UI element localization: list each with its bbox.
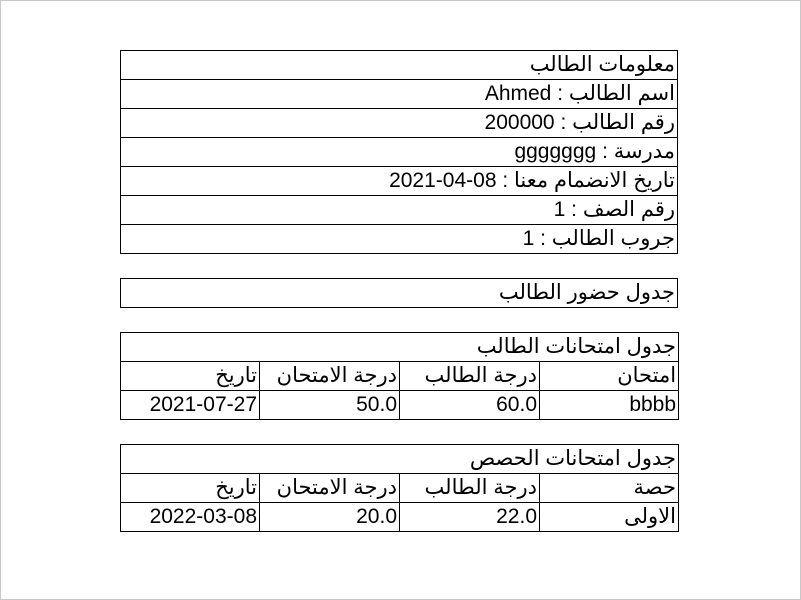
class-exams-title: جدول امتحانات الحصص xyxy=(121,445,679,474)
exam-max-grade-cell: 50.0 xyxy=(260,391,400,420)
student-group-value: 1 xyxy=(522,227,535,250)
table-row xyxy=(121,503,679,532)
student-info-table xyxy=(120,50,678,254)
class-number-label: رقم الصف : xyxy=(571,198,675,221)
school-label: مدرسة : xyxy=(602,140,675,163)
class-number-row xyxy=(121,196,678,225)
student-group-row xyxy=(121,225,678,254)
student-name-label: اسم الطالب : xyxy=(557,82,675,105)
student-name-value: Ahmed xyxy=(484,82,552,105)
school-value: ggggggg xyxy=(514,140,597,163)
join-date-label: تاريخ الانضمام معنا : xyxy=(502,169,675,192)
student-info-title: معلومات الطالب xyxy=(121,51,678,80)
exams-table xyxy=(120,332,678,420)
student-number-row xyxy=(121,109,678,138)
exams-header-exam-grade: درجة الامتحان xyxy=(260,362,400,391)
school-row xyxy=(121,138,678,167)
table-row xyxy=(121,391,679,420)
student-group-label: جروب الطالب : xyxy=(540,227,675,250)
class-exams-table xyxy=(120,444,678,532)
attendance-title: جدول حضور الطالب xyxy=(121,279,678,308)
class-exam-student-grade-cell: 22.0 xyxy=(400,503,540,532)
attendance-table xyxy=(120,278,678,308)
exams-header-date: تاريخ xyxy=(121,362,260,391)
class-exams-header-student-grade: درجة الطالب xyxy=(400,474,540,503)
class-exams-header-exam-grade: درجة الامتحان xyxy=(260,474,400,503)
class-exam-max-grade-cell: 20.0 xyxy=(260,503,400,532)
student-number-value: 200000 xyxy=(484,111,555,134)
class-number-value: 1 xyxy=(553,198,566,221)
exam-date-cell: 2021-07-27 xyxy=(121,391,260,420)
class-name-cell: الاولى xyxy=(540,503,679,532)
exam-name-cell: bbbb xyxy=(540,391,679,420)
exams-header-student-grade: درجة الطالب xyxy=(400,362,540,391)
exam-student-grade-cell: 60.0 xyxy=(400,391,540,420)
join-date-value: 2021-04-08 xyxy=(389,169,497,192)
join-date-row xyxy=(121,167,678,196)
student-number-label: رقم الطالب : xyxy=(560,111,675,134)
exams-header-exam: امتحان xyxy=(540,362,679,391)
class-exams-header-date: تاريخ xyxy=(121,474,260,503)
student-name-row xyxy=(121,80,678,109)
class-exams-header-class: حصة xyxy=(540,474,679,503)
exams-title: جدول امتحانات الطالب xyxy=(121,333,679,362)
class-exam-date-cell: 2022-03-08 xyxy=(121,503,260,532)
